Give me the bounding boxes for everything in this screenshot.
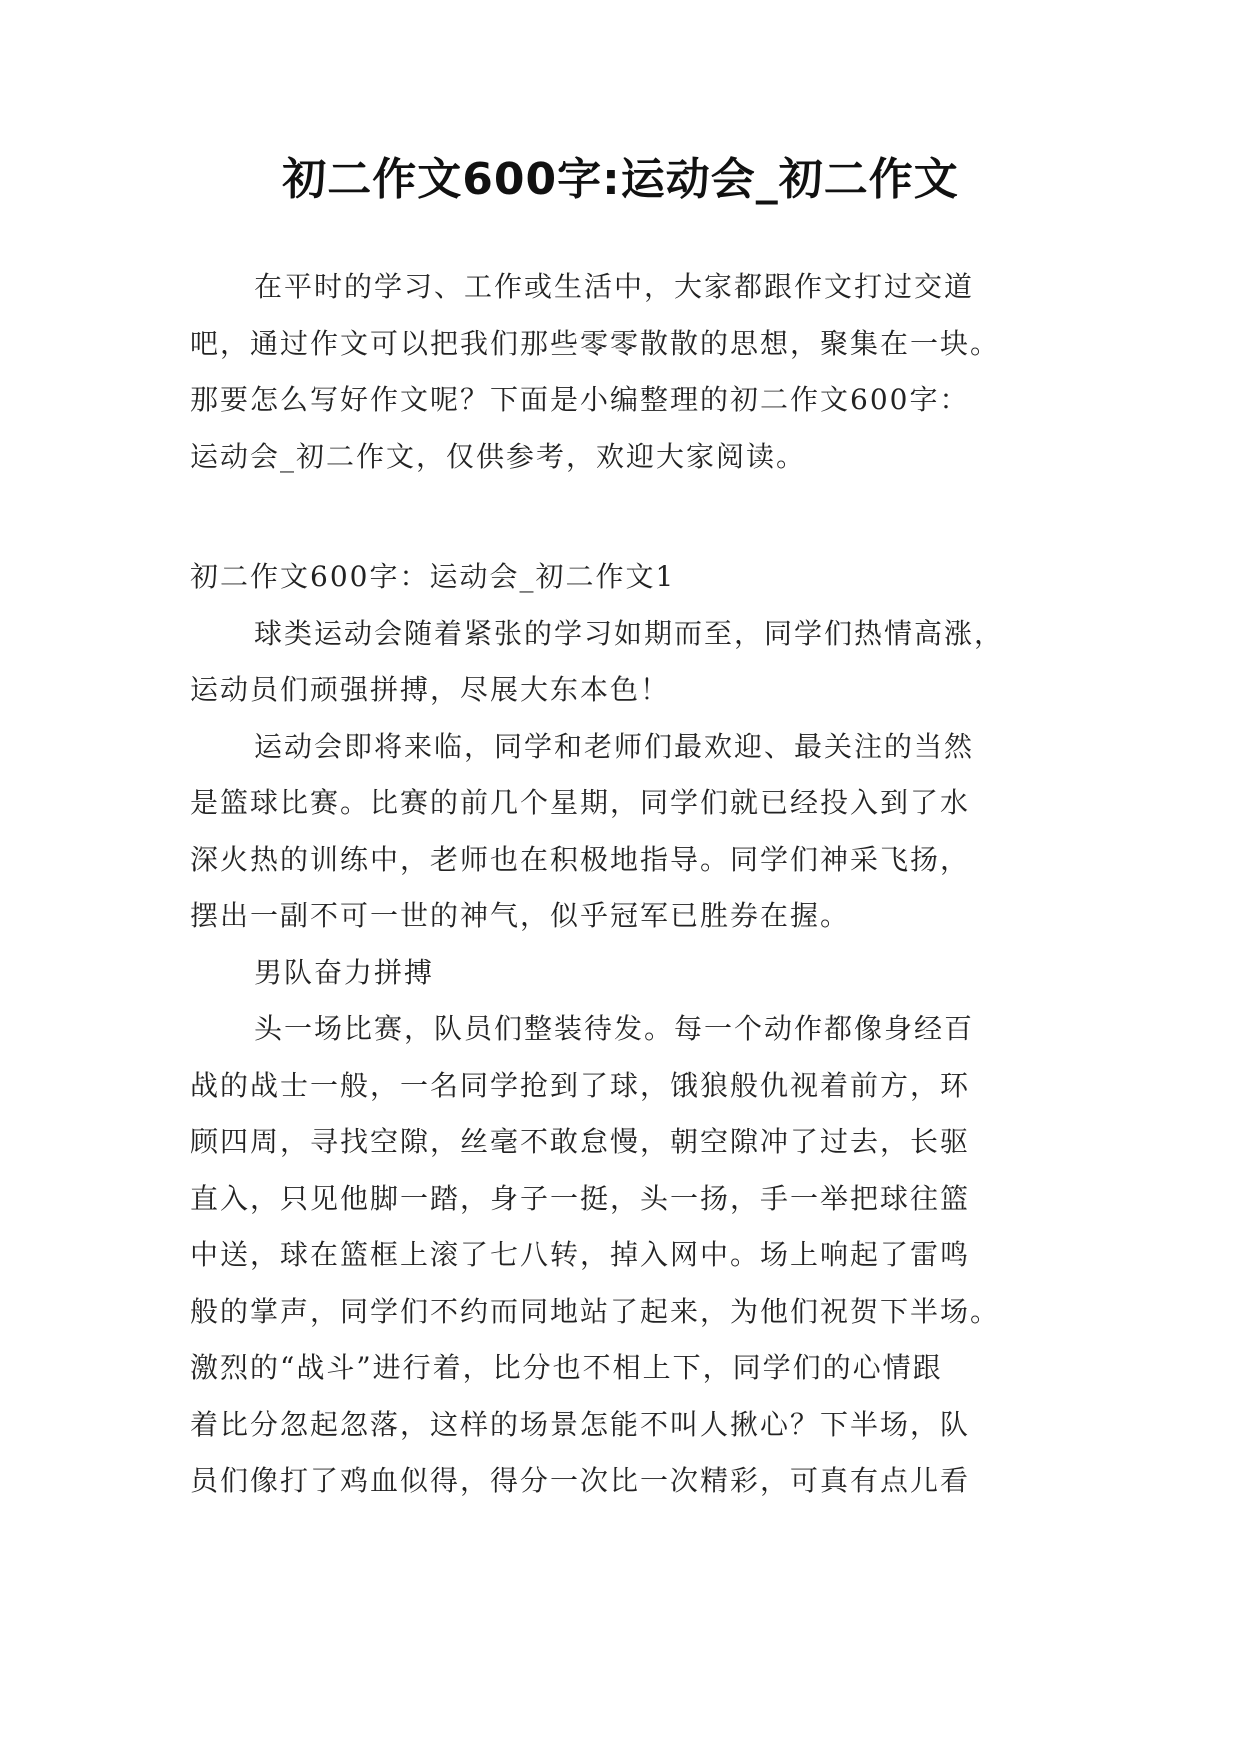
paragraph-line: 是篮球比赛。比赛的前几个星期，同学们就已经投入到了水 xyxy=(190,786,971,819)
document-title: 初二作文600字:运动会_初二作文 xyxy=(282,154,959,205)
paragraph-line: 球类运动会随着紧张的学习如期而至，同学们热情高涨， xyxy=(254,617,1005,650)
paragraph-line: 直入，只见他脚一踏，身子一挺，头一扬，手一举把球往篮 xyxy=(190,1182,971,1215)
paragraph-line: 运动会即将来临，同学和老师们最欢迎、最关注的当然 xyxy=(254,730,975,763)
paragraph-line: 顾四周，寻找空隙，丝毫不敢怠慢，朝空隙冲了过去，长驱 xyxy=(190,1125,971,1158)
paragraph-line: 激烈的“战斗”进行着，比分也不相上下，同学们的心情跟 xyxy=(190,1351,943,1384)
paragraph-line: 摆出一副不可一世的神气，似乎冠军已胜券在握。 xyxy=(190,899,851,932)
paragraph-line: 深火热的训练中，老师也在积极地指导。同学们神采飞扬， xyxy=(190,843,971,876)
paragraph-line: 般的掌声，同学们不约而同地站了起来，为他们祝贺下半场。 xyxy=(190,1295,1001,1328)
paragraph-line: 员们像打了鸡血似得，得分一次比一次精彩，可真有点儿看 xyxy=(190,1464,971,1497)
paragraph-line: 中送，球在篮框上滚了七八转，掉入网中。场上响起了雷鸣 xyxy=(190,1238,971,1271)
paragraph-line: 运动员们顽强拼搏，尽展大东本色！ xyxy=(190,673,671,706)
paragraph-line: 头一场比赛，队员们整装待发。每一个动作都像身经百 xyxy=(254,1012,975,1045)
paragraph-line: 运动会_初二作文，仅供参考，欢迎大家阅读。 xyxy=(190,440,807,473)
paragraph-line: 那要怎么写好作文呢？下面是小编整理的初二作文600字： xyxy=(190,383,970,416)
paragraph-line: 在平时的学习、工作或生活中，大家都跟作文打过交道 xyxy=(254,270,975,303)
section-heading: 初二作文600字：运动会_初二作文1 xyxy=(190,560,676,593)
paragraph-line: 着比分忽起忽落，这样的场景怎能不叫人揪心？下半场，队 xyxy=(190,1408,971,1441)
subheading: 男队奋力拼搏 xyxy=(254,956,435,989)
paragraph-line: 战的战士一般，一名同学抢到了球，饿狼般仇视着前方，环 xyxy=(190,1069,971,1102)
paragraph-line: 吧，通过作文可以把我们那些零零散散的思想，聚集在一块。 xyxy=(190,327,1001,360)
